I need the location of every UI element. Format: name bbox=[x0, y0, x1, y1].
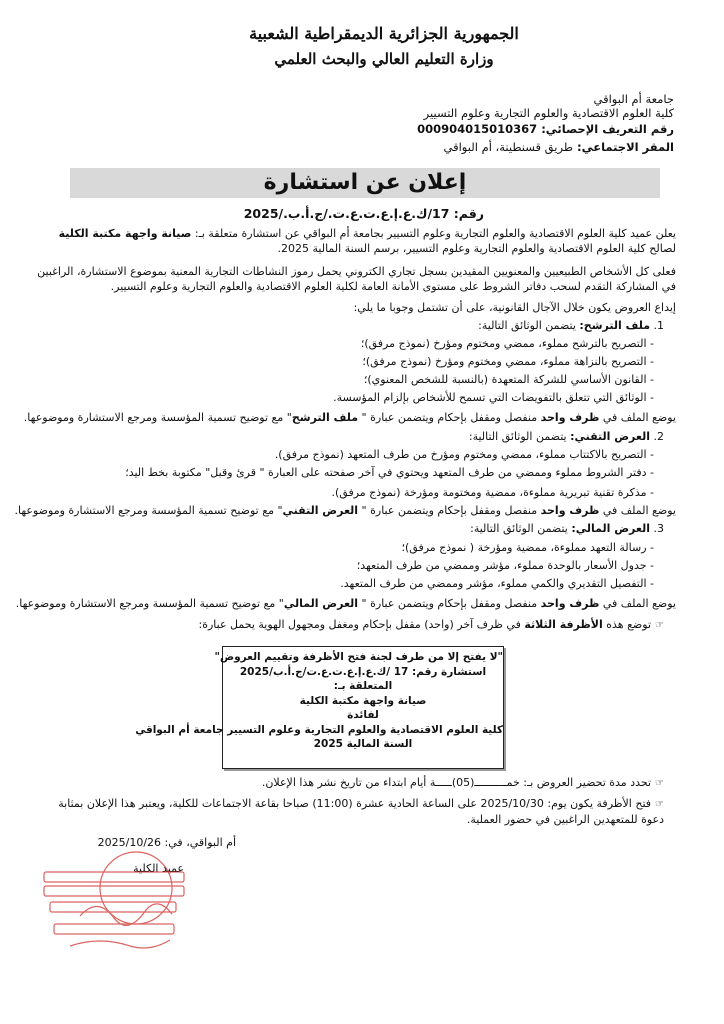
list-item: - التصريح بالاكتتاب مملوء، ممضي ومختوم ومؤرخ من طرف المتعهد (نموذج مرفق). bbox=[274, 448, 654, 461]
faculty-stamp-signature bbox=[40, 850, 190, 960]
stat-id-line bbox=[417, 122, 674, 136]
envelope-line: لفائدة bbox=[347, 709, 379, 721]
intro-text-b: لصالح كلية العلوم الاقتصادية والعلوم التجارية وعلوم التسيير، برسم السنة المالية 2025. bbox=[277, 242, 676, 255]
section-title: ملف الترشح: bbox=[579, 319, 650, 332]
notice-reference: رقم: 17/ك.ع.إ.ع.ت.ع.ت./ج.أ.ب./2025 bbox=[243, 206, 484, 221]
section-title: العرض التقني: bbox=[570, 430, 650, 443]
intro-paragraph-1 bbox=[36, 226, 676, 256]
envelope-line: كلية العلوم الاقتصادية والعلوم التجارية وعلوم التسيير جامعة أم البواقي bbox=[135, 723, 503, 736]
section-subtitle: يتضمن الوثائق التالية: bbox=[478, 319, 580, 332]
list-item: - التصريح بالنزاهة مملوء، ممضي ومختوم ومؤرخ (نموذج مرفق)؛ bbox=[362, 355, 654, 368]
list-item: - دفتر الشروط مملوء وممضي من طرف المتعهد ويحتوي في آخر صفحته على العبارة " قرئ وقبل" مكتوبة بخط اليد؛ bbox=[125, 466, 654, 479]
section-number: 1. bbox=[653, 319, 664, 332]
faculty-name: كلية العلوم الاقتصادية والعلوم التجارية وعلوم التسيير bbox=[423, 106, 674, 120]
signer-title: عميد الكلية bbox=[133, 862, 184, 875]
republic-heading: الجمهورية الجزائرية الديمقراطية الشعبية bbox=[249, 24, 519, 43]
section-2-heading bbox=[469, 430, 664, 443]
envelope-line: استشارة رقم: 17 /ك.ع.إ.ع.ت.ع.ت/ج.أ.ب/2025 bbox=[239, 665, 487, 678]
intro-paragraph-2: فعلى كل الأشخاص الطبيعيين والمعنويين المقيدين بسجل تجاري الكتروني يحمل رموز النشاطات التجارية المعنية بموضوع الاستشارة، الراغبين في المشاركة التقدم لسحب دفاتر الشروط على مستوى الأمانة العامة لكلية العلوم الاقتصادية والعلوم التجارية وعلوم التسيير. bbox=[37, 265, 676, 293]
address-line bbox=[444, 140, 674, 154]
list-item: - جدول الأسعار بالوحدة مملوء، مؤشر وممضي من طرف المتعهد؛ bbox=[356, 559, 654, 572]
intro-subject: صيانة واجهة مكتبة الكلية bbox=[58, 227, 192, 240]
section-3-heading bbox=[470, 522, 664, 535]
list-item: - التصريح بالترشح مملوء، ممضي ومختوم ومؤرخ (نموذج مرفق)؛ bbox=[360, 337, 654, 350]
envelope-line: المتعلقة بـ: bbox=[333, 680, 393, 692]
stat-id-label: رقم التعريف الإحصائي: bbox=[541, 122, 674, 136]
pointing-hand-icon: ☞ bbox=[655, 799, 664, 810]
university-name: جامعة أم البواقي bbox=[593, 92, 674, 106]
ministry-heading: وزارة التعليم العالي والبحث العلمي bbox=[274, 50, 494, 68]
list-item: - القانون الأساسي للشركة المتعهدة (بالنسبة للشخص المعنوي)؛ bbox=[363, 373, 654, 386]
envelope-line: السنة المالية 2025 bbox=[313, 738, 413, 750]
list-item: - الوثائق التي تتعلق بالتفويضات التي تسمح للأشخاص بإلزام المؤسسة. bbox=[333, 391, 654, 404]
preparation-period-note: ☞تحدد مدة تحضير العروض بـ: خمــــــــــ(05)ـــــة أيام ابتداء من تاريخ نشر هذا الإعلان. bbox=[261, 776, 664, 789]
section-1-heading bbox=[478, 319, 664, 332]
section-subtitle: يتضمن الوثائق التالية: bbox=[470, 522, 572, 535]
list-item: - التفصيل التقديري والكمي مملوء، مؤشر وممضي من طرف المتعهد. bbox=[340, 577, 654, 590]
opening-date-note: ☞فتح الأظرفة يكون يوم: 2025/10/30 على الساعة الحادية عشرة (11:00) صباحا بقاعة الاجتماعات للكلية، ويعتبر هذا الإعلان بمثابة دعوة للمتعهدين الراغبين في حضور العملية. bbox=[58, 797, 664, 826]
stat-id-value: 000904015010367 bbox=[417, 122, 538, 136]
intro-text-a: يعلن عميد كلية العلوم الاقتصادية والعلوم التجارية وعلوم التسيير بجامعة أم البواقي عن استشارة متعلقة بـ: bbox=[191, 227, 676, 240]
section-title: العرض المالي: bbox=[571, 522, 650, 535]
section-subtitle: يتضمن الوثائق التالية: bbox=[468, 430, 571, 443]
envelope-line: صيانة واجهة مكتبة الكلية bbox=[299, 694, 427, 707]
list-item: - رسالة التعهد مملوءة، ممضية ومؤرخة ( نموذج مرفق)؛ bbox=[401, 541, 654, 554]
section-1-deposit: يوضع الملف في ظرف واحد منفصل ومقفل بإحكام ويتضمن عبارة " ملف الترشح" مع توضيح تسمية المؤسسة ومرجع الاستشارة وموضوعها. bbox=[23, 411, 676, 424]
envelope-line: "لا يفتح إلا من طرف لجنة فتح الأظرفة وتقييم العروض" bbox=[214, 651, 503, 663]
pointing-hand-icon: ☞ bbox=[655, 778, 664, 789]
outer-envelope-label-box bbox=[135, 646, 504, 769]
address-value: طريق قسنطينة، أم البواقي bbox=[443, 140, 573, 154]
section-3-deposit: يوضع الملف في ظرف واحد منفصل ومقفل بإحكام ويتضمن عبارة " العرض المالي" مع توضيح تسمية المؤسسة ومرجع الاستشارة وموضوعها. bbox=[15, 597, 676, 610]
address-label: المقر الاجتماعي: bbox=[576, 140, 674, 154]
notice-title: إعلان عن استشارة bbox=[70, 168, 660, 198]
section-number: 2. bbox=[653, 430, 664, 443]
section-2-deposit: يوضع الملف في ظرف واحد منفصل ومقفل بإحكام ويتضمن عبارة " العرض التقني" مع توضيح تسمية المؤسسة ومرجع الاستشارة وموضوعها. bbox=[14, 504, 676, 517]
place-date: أم البواقي، في: 2025/10/26 bbox=[97, 836, 236, 849]
envelopes-instruction: ☞توضع هذه الأظرفة الثلاثة في ظرف آخر (واحد) مقفل بإحكام ومغفل ومجهول الهوية يحمل عبارة: bbox=[198, 618, 664, 631]
list-item: - مذكرة تقنية تبريرية مملوءة، ممضية ومختومة ومؤرخة (نموذج مرفق). bbox=[331, 486, 654, 499]
intro-paragraph-3: إيداع العروض يكون خلال الآجال القانونية، على أن تشتمل وجوبا ما يلي: bbox=[353, 301, 676, 314]
section-number: 3. bbox=[653, 522, 664, 535]
pointing-hand-icon: ☞ bbox=[655, 620, 664, 631]
